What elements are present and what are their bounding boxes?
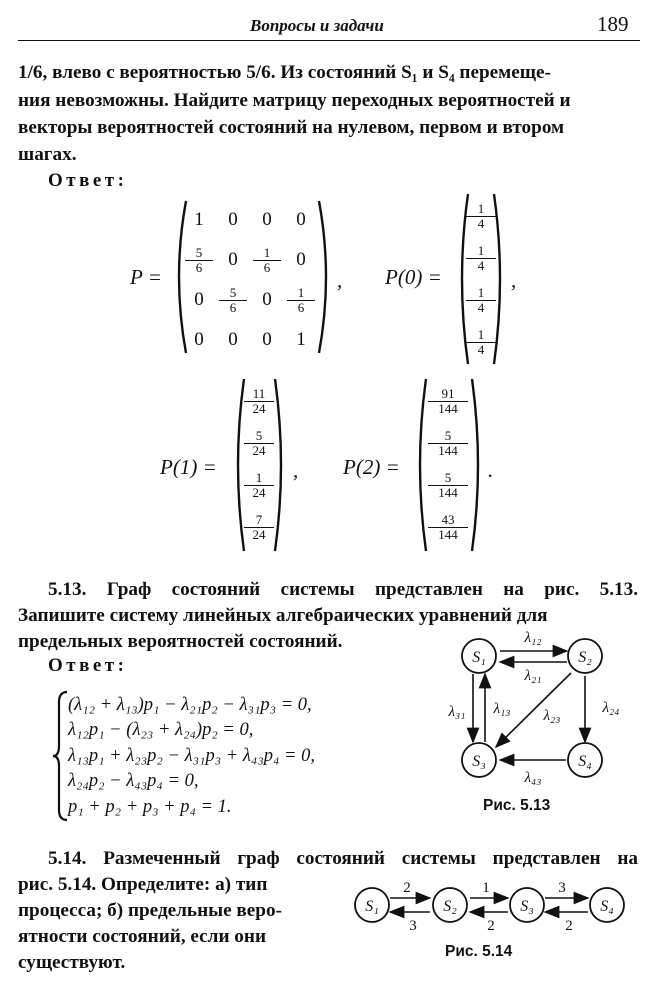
problem-number: 5.13. — [48, 579, 87, 600]
page-number: 189 — [597, 12, 629, 36]
matrix-entry: 0 — [194, 289, 204, 310]
figure-5-13 — [440, 620, 640, 800]
matrix-entry: 0 — [228, 329, 238, 350]
answer-label: Ответ: — [48, 170, 128, 191]
text-line: ния невозможны. Найдите матрицу переходных вероятностей и — [18, 90, 571, 111]
node-s1: S₁ — [365, 898, 379, 915]
figure-caption: Рис. 5.13 — [483, 797, 551, 814]
vector-p0-label: P(0) = — [385, 265, 442, 289]
edge-label: λ₂₄ — [602, 700, 620, 716]
text-line: векторы вероятностей состояний на нулевом, первом и втором — [18, 117, 565, 138]
matrix-entry: $\frac{5}{6}$ — [185, 246, 213, 275]
matrix-entry: $\frac{5}{24}$ — [244, 429, 274, 458]
answer-label: Ответ: — [48, 655, 128, 676]
edge-label: λ₂₁ — [524, 668, 542, 684]
node-s1: S₁ — [472, 649, 486, 666]
matrix-entry: 0 — [262, 329, 272, 350]
comma: , — [337, 268, 343, 292]
equation: λ₁₃p₁ + λ₂₃p₂ − λ₃₁p₃ + λ₄₃p₄ = 0, — [68, 746, 316, 766]
edge-label: λ₄₃ — [524, 770, 542, 786]
matrix-entry: 0 — [296, 209, 306, 230]
comma: , — [293, 458, 299, 482]
edge-label: λ₂₃ — [543, 708, 561, 724]
figure-5-14 — [345, 870, 640, 940]
comma: , — [511, 268, 517, 292]
edge-label: λ₃₁ — [448, 704, 466, 720]
edge-label: 1 — [482, 880, 490, 896]
figure-caption: Рис. 5.14 — [445, 943, 513, 960]
matrix-entry: $\frac{1}{6}$ — [253, 246, 281, 275]
matrix-entry: 0 — [262, 289, 272, 310]
matrix-entry: $\frac{1}{4}$ — [466, 202, 496, 231]
matrix-entry: $\frac{5}{6}$ — [219, 286, 247, 315]
matrix-entry: $\frac{1}{4}$ — [466, 286, 496, 315]
matrix-p — [185, 200, 315, 360]
matrix-entry: $\frac{5}{144}$ — [428, 471, 468, 500]
edge-label: 3 — [409, 918, 417, 934]
matrix-entry: $\frac{5}{144}$ — [428, 429, 468, 458]
equation: λ₂₄p₂ − λ₄₃p₄ = 0, — [68, 771, 199, 791]
matrix-entry: $\frac{43}{144}$ — [428, 513, 468, 542]
section-title: Вопросы и задачи — [250, 16, 384, 35]
node-s3: S₃ — [472, 753, 486, 770]
text-line: Запишите систему линейных алгебраических уравнений для — [18, 605, 548, 626]
matrix-entry: $\frac{1}{4}$ — [466, 328, 496, 357]
text-line: рис. 5.14. Определите: а) тип — [18, 874, 268, 895]
edge-label: 2 — [403, 880, 411, 896]
matrix-entry: $\frac{11}{24}$ — [244, 387, 274, 416]
problem-number: 5.14. — [48, 848, 87, 869]
edge-label: 2 — [487, 918, 495, 934]
matrix-entry: 0 — [194, 329, 204, 350]
node-s4: S₄ — [600, 898, 614, 915]
edge-label: λ₁₃ — [493, 701, 511, 717]
edge-label: λ₁₂ — [524, 630, 542, 646]
text-line: шагах. — [18, 144, 77, 165]
period: . — [488, 458, 494, 482]
vector-p2 — [428, 379, 468, 551]
matrix-entry: 0 — [296, 249, 306, 270]
header-rule — [18, 40, 640, 41]
matrix-entry: $\frac{1}{4}$ — [466, 244, 496, 273]
matrix-entry: 0 — [228, 209, 238, 230]
text-line: 5.14. Размеченный граф состояний системы представлен на — [48, 848, 639, 869]
matrix-p-label: P = — [130, 265, 162, 289]
matrix-entry: 0 — [262, 209, 272, 230]
equation: p₁ + p₂ + p₃ + p₄ = 1. — [68, 797, 232, 817]
equation: λ₁₂p₁ − (λ₂₃ + λ₂₄)p₂ = 0, — [68, 720, 254, 740]
matrix-entry: 1 — [296, 329, 306, 350]
graph-edges — [390, 898, 588, 912]
matrix-entry: $\frac{1}{6}$ — [287, 286, 315, 315]
node-s2: S₂ — [578, 649, 592, 666]
node-s3: S₃ — [520, 898, 534, 915]
matrix-entry: 0 — [228, 249, 238, 270]
matrix-entry: $\frac{91}{144}$ — [428, 387, 468, 416]
vector-p1 — [244, 379, 274, 551]
vector-p1-label: P(1) = — [160, 455, 217, 479]
running-header — [0, 0, 653, 44]
text-line: 1/6, влево с вероятностью 5/6. Из состояний S₁ и S₄ перемеще- — [18, 62, 551, 83]
matrix-entry: $\frac{7}{24}$ — [244, 513, 274, 542]
text-line: процесса; б) предельные веро- — [18, 900, 282, 921]
matrix-entry: 1 — [194, 209, 204, 230]
text-line: 5.13. Граф состояний системы представлен на рис. 5.13. — [48, 579, 639, 600]
vector-p2-label: P(2) = — [343, 455, 400, 479]
matrix-entry: $\frac{1}{24}$ — [244, 471, 274, 500]
edge-label: 3 — [558, 880, 566, 896]
text-line: ятности состояний, если они — [18, 926, 267, 947]
edge-label: 2 — [565, 918, 573, 934]
node-s2: S₂ — [443, 898, 457, 915]
vector-p0 — [466, 194, 496, 364]
text-line: предельных вероятностей состояний. — [18, 631, 343, 652]
text-line: существуют. — [18, 952, 126, 973]
equation: (λ₁₂ + λ₁₃)p₁ − λ₂₁p₂ − λ₃₁p₃ = 0, — [68, 695, 312, 715]
node-s4: S₄ — [578, 753, 592, 770]
